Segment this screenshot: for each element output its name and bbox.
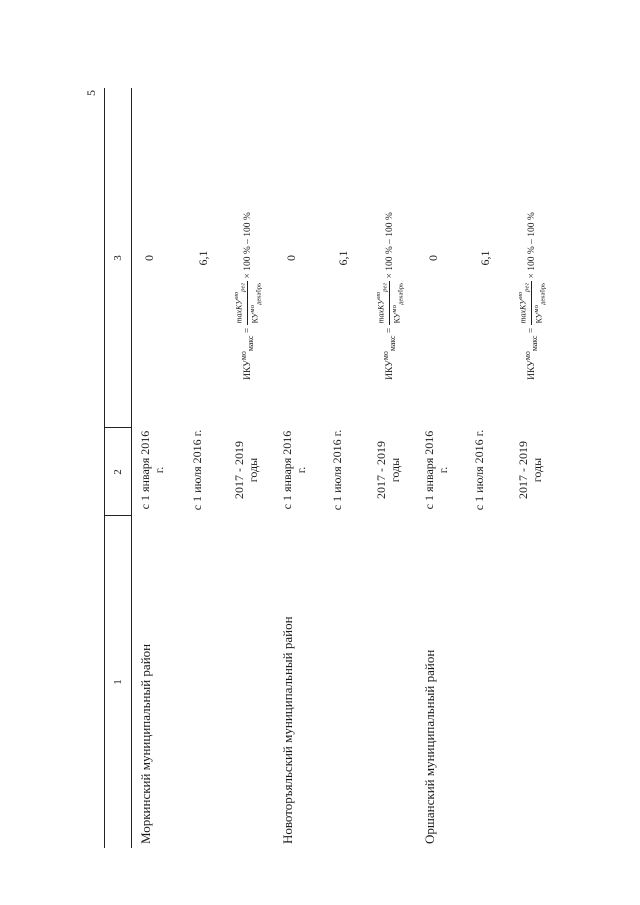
period-label: с 1 июля 2016 г.	[472, 429, 486, 511]
period-label: с 1 июля 2016 г.	[190, 429, 204, 511]
region-name: Оршанский муниципальный район	[422, 649, 437, 844]
tariff-table	[104, 88, 574, 848]
header-col-3: 3	[112, 255, 124, 261]
header-col-2: 2	[112, 469, 124, 475]
index-value: 0	[426, 255, 440, 261]
period-label: с 1 июля 2016 г.	[330, 429, 344, 511]
index-formula: $ИКУ^{мо}_{макс}$ = maxКУ$^{мо}_{pег}$ $КУ^{мо}_{декабрь}$ × 100 % – 100 %	[517, 212, 547, 380]
index-value: 6,1	[196, 250, 210, 266]
period-label: с 1 января 2016 г.	[422, 430, 450, 510]
header-col-1: 1	[112, 679, 124, 685]
index-value: 6,1	[336, 250, 350, 266]
period-label: 2017 - 2019 годы	[516, 441, 544, 499]
period-label: 2017 - 2019 годы	[232, 441, 260, 499]
region-name: Моркинский муниципальный район	[138, 643, 153, 844]
table-header	[104, 88, 132, 848]
index-formula: $ИКУ^{мо}_{макс}$ = maxКУ$^{мо}_{pег}$ $КУ^{мо}_{декабрь}$ × 100 % – 100 %	[233, 212, 263, 380]
index-value: 0	[284, 255, 298, 261]
period-label: 2017 - 2019 годы	[374, 441, 402, 499]
index-value: 6,1	[478, 250, 492, 266]
index-value: 0	[142, 255, 156, 261]
period-label: с 1 января 2016 г.	[280, 430, 308, 510]
page-number: 5	[84, 90, 98, 96]
region-name: Новоторъяльский муниципальный район	[280, 616, 295, 844]
period-label: с 1 января 2016 г.	[138, 430, 166, 510]
index-formula: $ИКУ^{мо}_{макс}$ = maxКУ$^{мо}_{pег}$ $КУ^{мо}_{декабрь}$ × 100 % – 100 %	[375, 212, 405, 380]
